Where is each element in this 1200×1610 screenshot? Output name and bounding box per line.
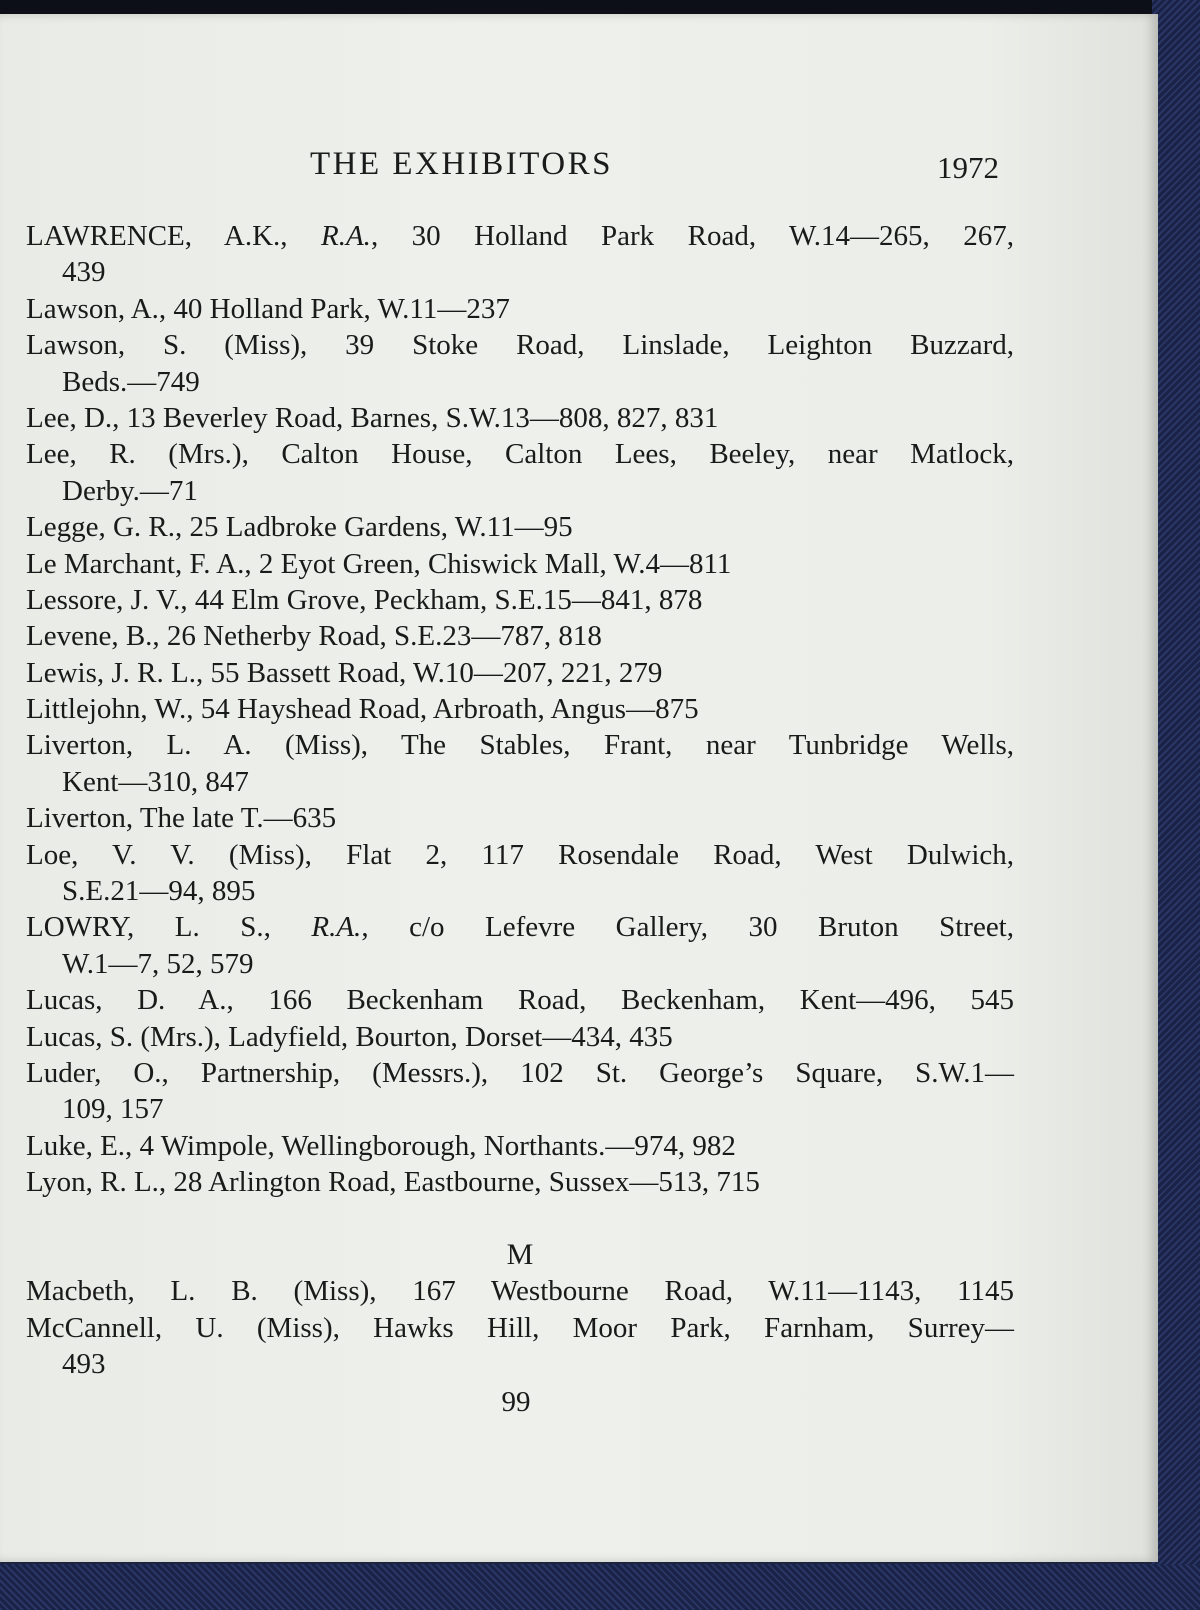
- running-header-title: THE EXHIBITORS: [310, 146, 613, 182]
- entry-line: Lucas, D. A., 166 Beckenham Road, Beckenham, Kent—496, 545: [26, 984, 1014, 1017]
- entry-line: Lawson, S. (Miss), 39 Stoke Road, Linslade, Leighton Buzzard,: [26, 329, 1014, 362]
- entry-line: McCannell, U. (Miss), Hawks Hill, Moor Park, Farnham, Surrey—: [26, 1311, 1014, 1344]
- entry-line: LOWRY, L. S., R.A., c/o Lefevre Gallery, 30 Bruton Street,: [26, 911, 1014, 944]
- entry-line: Lee, D., 13 Beverley Road, Barnes, S.W.13—808, 827, 831: [26, 401, 719, 434]
- entry-line: Luke, E., 4 Wimpole, Wellingborough, Northants.—974, 982: [26, 1129, 736, 1162]
- entry-line-continuation: 493: [62, 1348, 106, 1381]
- entry-line: Lucas, S. (Mrs.), Ladyfield, Bourton, Dorset—434, 435: [26, 1020, 673, 1053]
- entry-line: Lee, R. (Mrs.), Calton House, Calton Lees, Beeley, near Matlock,: [26, 438, 1014, 471]
- entry-line: Legge, G. R., 25 Ladbroke Gardens, W.11—95: [26, 511, 573, 544]
- book-cover-right: [1152, 0, 1200, 1610]
- entry-line: Liverton, The late T.—635: [26, 802, 337, 835]
- entry-line-continuation: 109, 157: [62, 1093, 164, 1126]
- section-letter-heading: M: [506, 1237, 534, 1271]
- book-page: [0, 14, 1158, 1562]
- entry-line-continuation: S.E.21—94, 895: [62, 875, 256, 908]
- entry-line: Lessore, J. V., 44 Elm Grove, Peckham, S.E.15—841, 878: [26, 583, 703, 616]
- entry-line: Luder, O., Partnership, (Messrs.), 102 St. George’s Square, S.W.1—: [26, 1056, 1014, 1089]
- running-header-year: 1972: [937, 150, 999, 185]
- section-spacer: [26, 1201, 1014, 1237]
- entry-line: Loe, V. V. (Miss), Flat 2, 117 Rosendale Road, West Dulwich,: [26, 838, 1014, 871]
- entry-line-continuation: W.1—7, 52, 579: [62, 947, 254, 980]
- entry-line: Liverton, L. A. (Miss), The Stables, Frant, near Tunbridge Wells,: [26, 729, 1014, 762]
- exhibitor-list: [26, 218, 1014, 1383]
- entry-line-continuation: 439: [62, 256, 106, 289]
- entry-line-continuation: Derby.—71: [62, 474, 198, 507]
- book-cover-bottom: [0, 1564, 1200, 1610]
- entry-line-continuation: Kent—310, 847: [62, 765, 249, 798]
- page-number: 99: [501, 1386, 531, 1418]
- entry-line: Lewis, J. R. L., 55 Bassett Road, W.10—207, 221, 279: [26, 656, 663, 689]
- entry-line: LAWRENCE, A.K., R.A., 30 Holland Park Road, W.14—265, 267,: [26, 220, 1014, 252]
- entry-line: Lawson, A., 40 Holland Park, W.11—237: [26, 292, 510, 325]
- entry-line: Littlejohn, W., 54 Hayshead Road, Arbroath, Angus—875: [26, 693, 699, 726]
- entry-line-continuation: Beds.—749: [62, 365, 200, 398]
- entry-line: Levene, B., 26 Netherby Road, S.E.23—787, 818: [26, 620, 602, 653]
- entry-line: Macbeth, L. B. (Miss), 167 Westbourne Road, W.11—1143, 1145: [26, 1275, 1014, 1308]
- entry-line: Le Marchant, F. A., 2 Eyot Green, Chiswick Mall, W.4—811: [26, 547, 732, 580]
- entry-line: Lyon, R. L., 28 Arlington Road, Eastbourne, Sussex—513, 715: [26, 1166, 760, 1199]
